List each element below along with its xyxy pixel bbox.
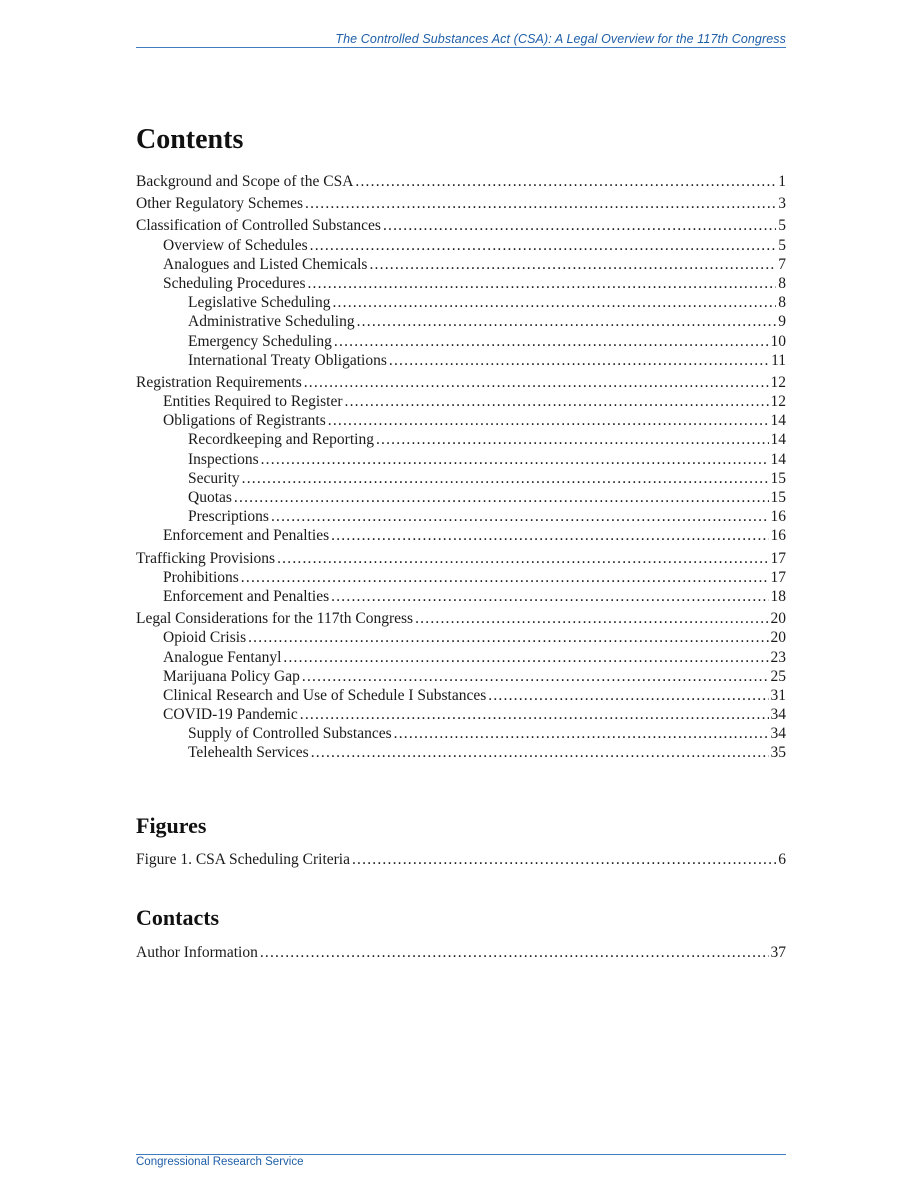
toc-entry-marijuana-policy-gap[interactable]: [136, 667, 786, 686]
toc-entry-page: 15: [770, 489, 786, 506]
toc-entry-label: Enforcement and Penalties: [163, 527, 330, 545]
toc-entry-label: International Treaty Obligations: [188, 351, 387, 369]
dot-leader: [234, 488, 769, 507]
dot-leader: [271, 507, 769, 526]
toc-entry-label: Figure 1. CSA Scheduling Criteria: [136, 851, 350, 868]
toc-entry-page: 3: [778, 195, 786, 213]
dot-leader: [307, 274, 776, 293]
toc-entry-inspections[interactable]: [136, 450, 786, 469]
contents-heading: Contents: [136, 124, 244, 155]
dot-leader: [389, 351, 769, 370]
toc-entry-page: 18: [770, 587, 786, 605]
toc-entry-page: 1: [778, 173, 786, 190]
toc-entry-enforcement-penalties-trafficking[interactable]: [136, 587, 786, 606]
toc-entry-label: Clinical Research and Use of Schedule I Substances: [163, 686, 487, 704]
dot-leader: [334, 332, 769, 351]
toc-entry-page: 34: [770, 706, 786, 724]
toc-entry-registration-requirements[interactable]: [136, 373, 786, 392]
toc-entry-entities-required[interactable]: [136, 392, 786, 411]
toc-entry-label: Security: [188, 469, 240, 487]
toc-entry-prescriptions[interactable]: [136, 507, 786, 526]
toc-entry-trafficking-provisions[interactable]: [136, 549, 786, 568]
contacts-heading: Contacts: [136, 905, 220, 930]
toc-entry-international-treaty[interactable]: [136, 351, 786, 370]
toc-entry-label: Quotas: [188, 489, 232, 506]
toc-entry-label: Scheduling Procedures: [163, 274, 306, 292]
toc-entry-analogue-fentanyl[interactable]: [136, 648, 786, 667]
footer-rule: [136, 1154, 786, 1155]
toc-entry-label: Emergency Scheduling: [188, 332, 332, 350]
dot-leader: [248, 628, 768, 647]
dot-leader: [331, 526, 768, 545]
toc-entry-clinical-research[interactable]: [136, 686, 786, 705]
toc-entry-label: Analogues and Listed Chemicals: [163, 255, 368, 273]
toc-entry-supply-controlled-substances[interactable]: [136, 724, 786, 743]
dot-leader: [352, 850, 776, 869]
toc-entry-label: Background and Scope of the CSA: [136, 173, 354, 190]
dot-leader: [355, 172, 776, 191]
toc-entry-label: Prescriptions: [188, 508, 269, 526]
toc-entry-label: Telehealth Services: [188, 744, 309, 762]
dot-leader: [310, 236, 777, 255]
contents-list: [136, 172, 786, 763]
toc-entry-covid-19-pandemic[interactable]: [136, 705, 786, 724]
dot-leader: [283, 648, 768, 667]
toc-entry-page: 37: [770, 944, 786, 961]
toc-entry-label: Registration Requirements: [136, 373, 302, 391]
toc-entry-page: 9: [778, 313, 786, 331]
toc-entry-label: Recordkeeping and Reporting: [188, 431, 374, 449]
toc-entry-page: 17: [770, 568, 786, 586]
toc-entry-label: Opioid Crisis: [163, 629, 247, 647]
dot-leader: [328, 411, 769, 430]
toc-entry-page: 16: [770, 508, 786, 526]
toc-entry-label: Author Information: [136, 944, 258, 961]
toc-entry-administrative-scheduling[interactable]: [136, 312, 786, 331]
toc-entry-label: Other Regulatory Schemes: [136, 195, 304, 213]
dot-leader: [332, 293, 776, 312]
dot-leader: [300, 705, 769, 724]
toc-entry-page: 34: [770, 725, 786, 743]
toc-entry-legislative-scheduling[interactable]: [136, 293, 786, 312]
dot-leader: [357, 312, 777, 331]
toc-entry-label: Trafficking Provisions: [136, 549, 276, 567]
contacts-list: [136, 943, 786, 962]
toc-entry-page: 5: [778, 236, 786, 254]
toc-entry-opioid-crisis[interactable]: [136, 628, 786, 647]
toc-entry-page: 20: [770, 629, 786, 647]
running-header: The Controlled Substances Act (CSA): A Legal Overview for the 117th Congress: [335, 32, 786, 46]
toc-entry-page: 5: [778, 217, 786, 235]
toc-entry-page: 35: [770, 744, 786, 762]
dot-leader: [394, 724, 769, 743]
toc-entry-classification[interactable]: [136, 216, 786, 235]
toc-entry-legal-considerations[interactable]: [136, 609, 786, 628]
toc-entry-label: Marijuana Policy Gap: [163, 667, 300, 685]
toc-entry-telehealth-services[interactable]: [136, 743, 786, 762]
dot-leader: [304, 373, 769, 392]
toc-entry-overview-of-schedules[interactable]: [136, 236, 786, 255]
toc-entry-scheduling-procedures[interactable]: [136, 274, 786, 293]
dot-leader: [345, 392, 769, 411]
toc-entry-page: 11: [771, 351, 786, 369]
toc-entry-label: Classification of Controlled Substances: [136, 217, 381, 235]
toc-entry-label: Entities Required to Register: [163, 393, 343, 411]
toc-entry-page: 20: [770, 610, 786, 628]
toc-entry-label: Overview of Schedules: [163, 236, 308, 254]
toc-entry-label: Supply of Controlled Substances: [188, 725, 392, 743]
toc-entry-page: 14: [770, 431, 786, 449]
toc-entry-quotas[interactable]: [136, 488, 786, 507]
toc-entry-page: 8: [778, 294, 786, 312]
toc-entry-page: 6: [778, 851, 786, 868]
toc-entry-page: 10: [770, 332, 786, 350]
dot-leader: [260, 943, 769, 962]
toc-entry-page: 14: [770, 412, 786, 430]
toc-entry-obligations-of-registrants[interactable]: [136, 411, 786, 430]
toc-entry-label: Enforcement and Penalties: [163, 587, 330, 605]
dot-leader: [311, 743, 769, 762]
toc-entry-page: 8: [778, 274, 786, 292]
toc-entry-label: Obligations of Registrants: [163, 412, 326, 430]
toc-entry-label: Inspections: [188, 450, 259, 468]
dot-leader: [383, 216, 776, 235]
dot-leader: [277, 549, 768, 568]
dot-leader: [488, 686, 768, 705]
dot-leader: [331, 587, 768, 606]
toc-entry-analogues-listed-chemicals[interactable]: [136, 255, 786, 274]
toc-entry-author-information[interactable]: [136, 943, 786, 962]
toc-entry-enforcement-penalties-registration[interactable]: [136, 526, 786, 545]
toc-entry-page: 31: [770, 686, 786, 704]
toc-entry-prohibitions[interactable]: [136, 568, 786, 587]
toc-entry-emergency-scheduling[interactable]: [136, 332, 786, 351]
toc-entry-page: 7: [778, 255, 786, 273]
dot-leader: [302, 667, 769, 686]
toc-entry-other-regulatory-schemes[interactable]: [136, 194, 786, 213]
toc-entry-page: 12: [770, 373, 786, 391]
toc-entry-label: Administrative Scheduling: [188, 313, 355, 331]
toc-entry-page: 14: [770, 450, 786, 468]
figures-list: [136, 850, 786, 869]
dot-leader: [241, 568, 769, 587]
toc-entry-label: Analogue Fentanyl: [163, 648, 282, 666]
dot-leader: [369, 255, 776, 274]
dot-leader: [242, 469, 769, 488]
toc-entry-label: Legal Considerations for the 117th Congress: [136, 610, 414, 628]
header-rule: [136, 47, 786, 48]
toc-entry-page: 23: [770, 648, 786, 666]
toc-entry-page: 25: [770, 667, 786, 685]
figures-heading: Figures: [136, 813, 207, 838]
toc-entry-label: Prohibitions: [163, 568, 239, 586]
toc-entry-recordkeeping[interactable]: [136, 430, 786, 449]
toc-entry-figure-1[interactable]: [136, 850, 786, 869]
toc-entry-page: 12: [770, 393, 786, 411]
dot-leader: [415, 609, 768, 628]
dot-leader: [305, 194, 776, 213]
toc-entry-security[interactable]: [136, 469, 786, 488]
toc-entry-page: 17: [770, 549, 786, 567]
dot-leader: [261, 450, 769, 469]
toc-entry-label: COVID-19 Pandemic: [163, 706, 298, 724]
toc-entry-page: 15: [770, 469, 786, 487]
toc-entry-page: 16: [770, 527, 786, 545]
toc-entry-background-scope[interactable]: [136, 172, 786, 191]
running-footer: Congressional Research Service: [136, 1156, 304, 1168]
toc-entry-label: Legislative Scheduling: [188, 294, 331, 312]
dot-leader: [376, 430, 769, 449]
